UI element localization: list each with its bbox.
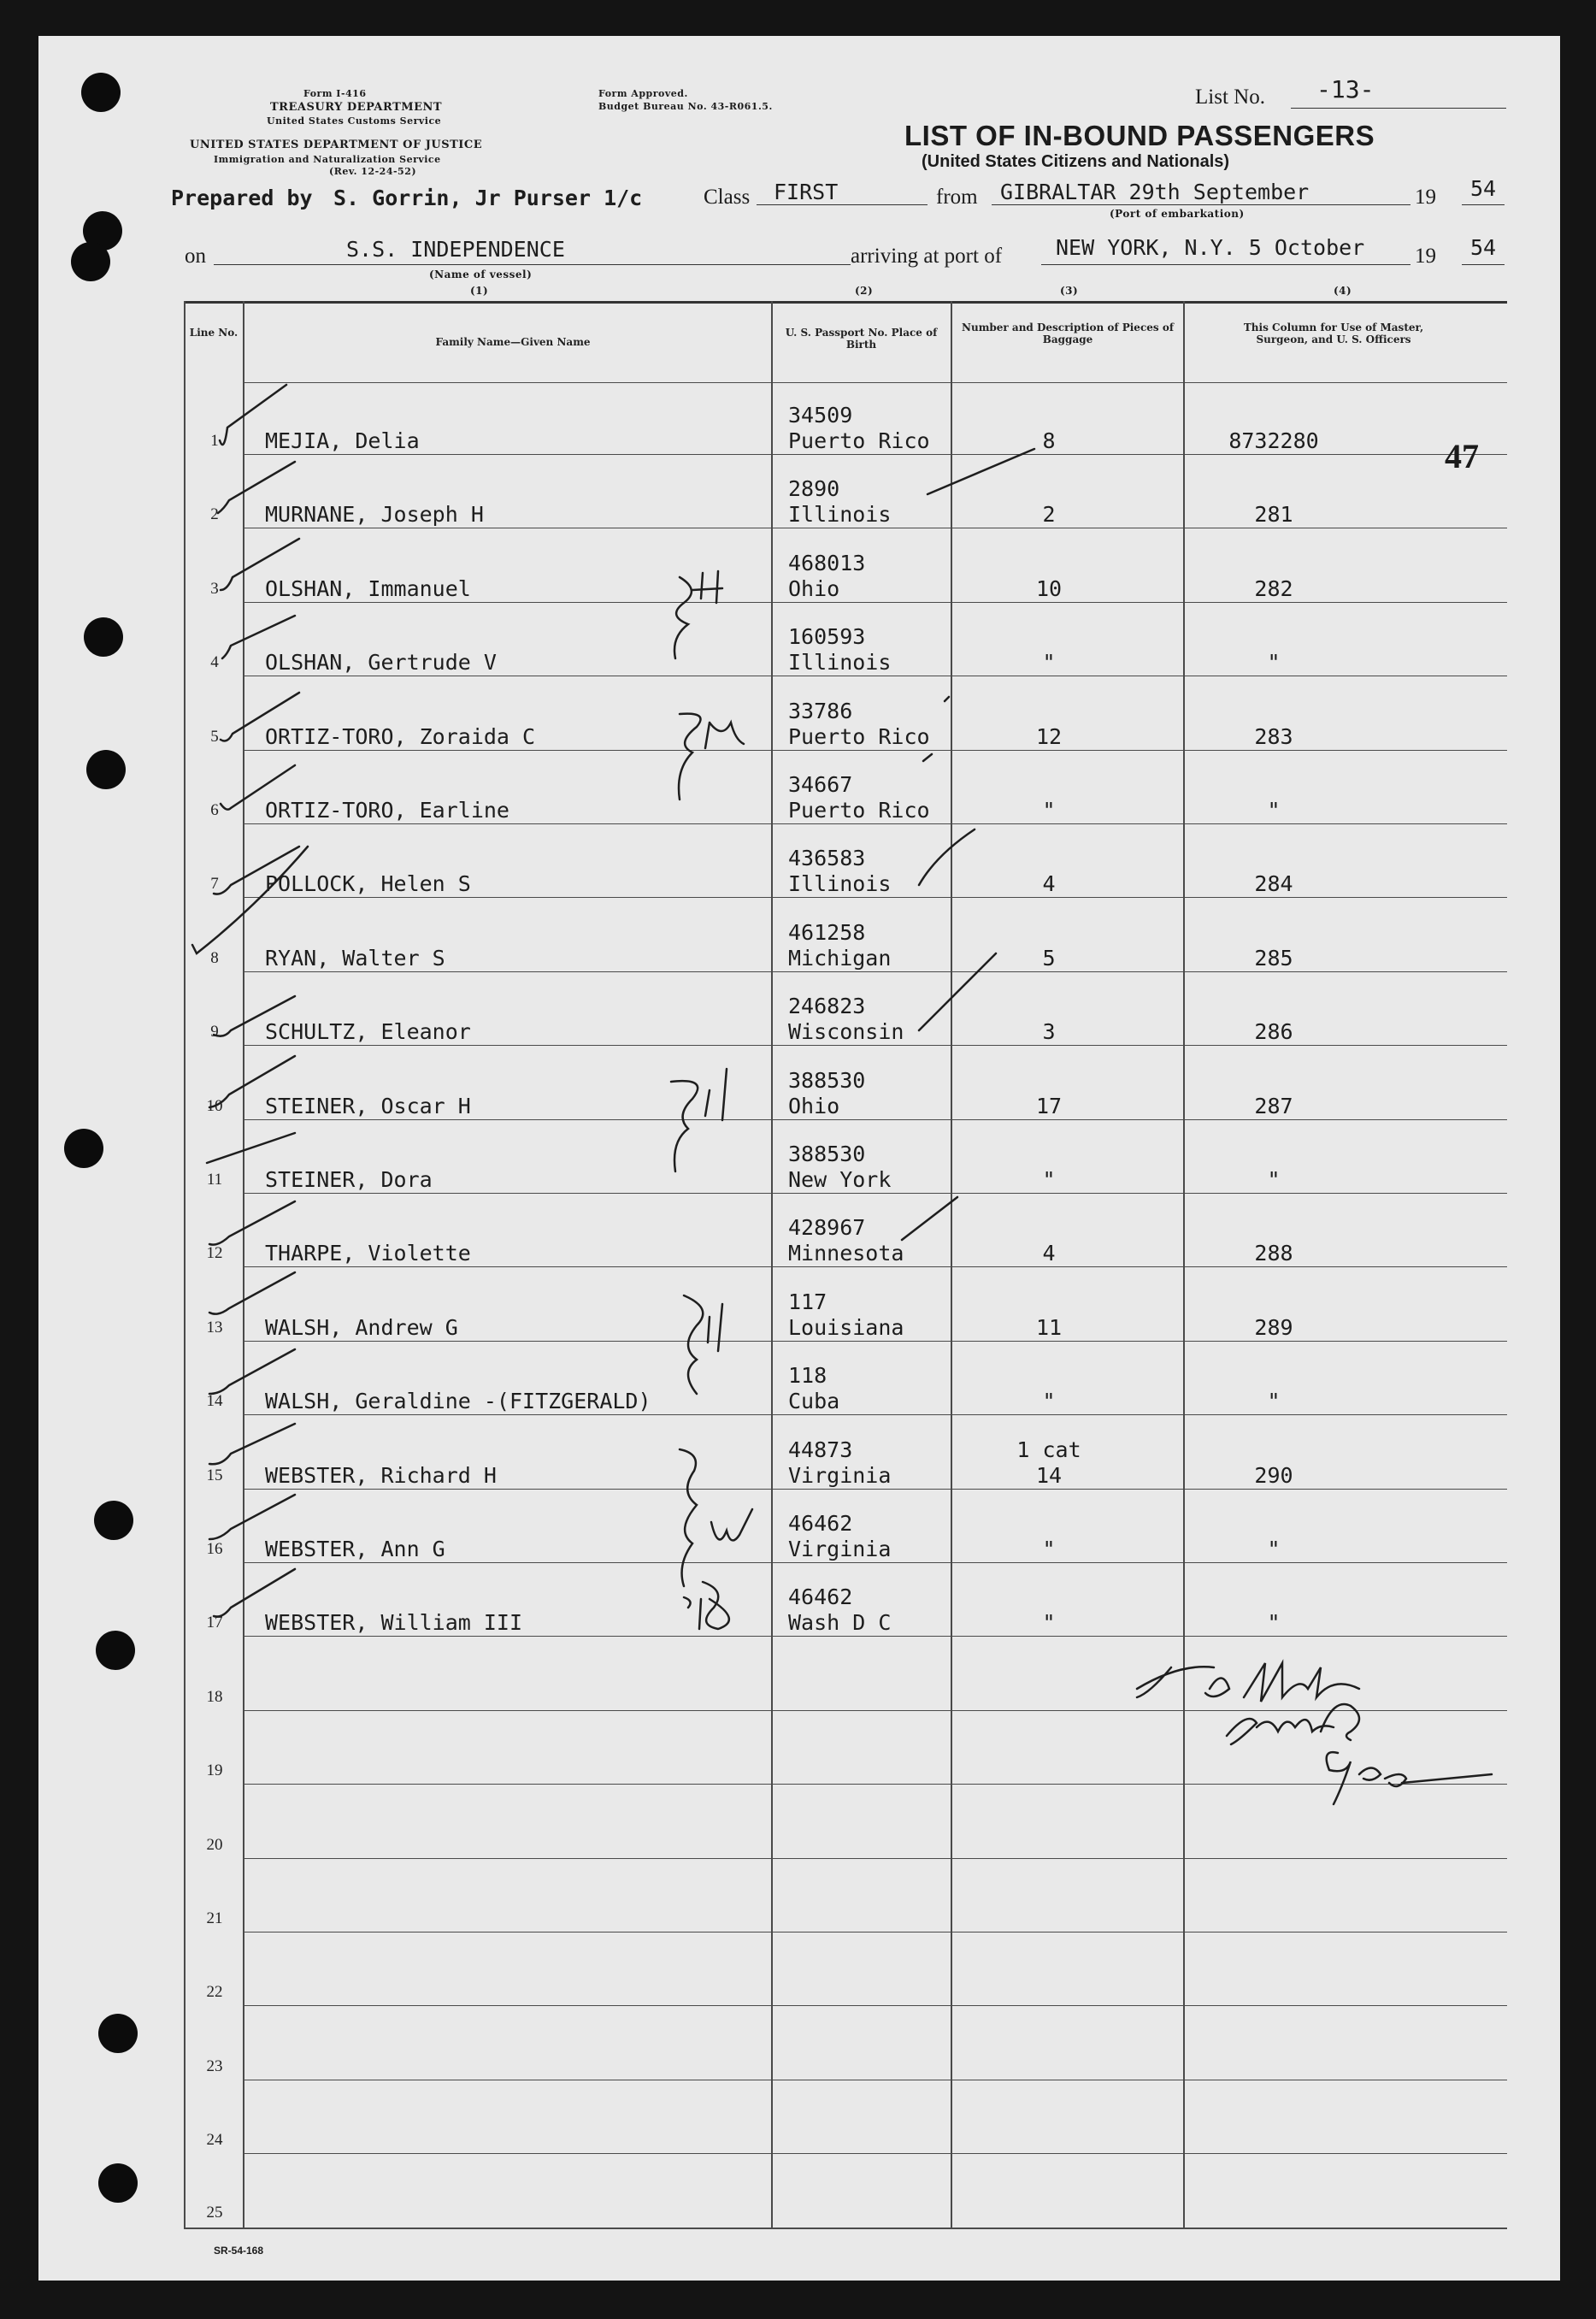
passport-number: 2890 [788, 476, 840, 501]
baggage-count: 14 [1035, 1463, 1063, 1488]
header-family-name: Family Name—Given Name [435, 336, 591, 348]
line-number: 2 [210, 505, 219, 523]
column-number-1: (1) [470, 285, 489, 297]
officer-number: 287 [1254, 1094, 1293, 1118]
place-of-birth: Puerto Rico [788, 798, 930, 823]
officer-number: " [1267, 650, 1281, 675]
column-number-2: (2) [855, 285, 874, 297]
officer-number: 288 [1254, 1241, 1293, 1266]
baggage-count: 4 [1042, 871, 1056, 896]
class-value: FIRST [774, 180, 839, 204]
baggage-count: 2 [1042, 502, 1056, 527]
passenger-name: ORTIZ-TORO, Earline [265, 798, 509, 823]
passport-number: 33786 [788, 699, 853, 723]
on-label: on [185, 245, 206, 268]
passport-number: 118 [788, 1363, 827, 1388]
passport-number: 468013 [788, 551, 866, 575]
line-number: 10 [206, 1097, 223, 1115]
customs-service: United States Customs Service [267, 115, 442, 127]
line-number: 23 [206, 2057, 223, 2075]
list-no-value: -13- [1316, 75, 1375, 103]
line-number: 24 [206, 2131, 223, 2149]
passport-number: 117 [788, 1289, 827, 1314]
line-number: 3 [210, 580, 219, 598]
passenger-name: OLSHAN, Gertrude V [265, 650, 497, 675]
treasury-department: TREASURY DEPARTMENT [270, 101, 443, 114]
line-number: 13 [206, 1319, 223, 1337]
passenger-name: MEJIA, Delia [265, 428, 420, 453]
place-of-birth: Illinois [788, 871, 892, 896]
ins-line: Immigration and Naturalization Service [214, 154, 441, 165]
header-baggage: Number and Description of Pieces of Baggage [962, 322, 1174, 345]
arrival-port-value: NEW YORK, N.Y. 5 October [1056, 235, 1365, 260]
passport-number: 160593 [788, 624, 866, 649]
from-year: 54 [1470, 176, 1497, 201]
officer-number: 286 [1254, 1019, 1293, 1044]
passenger-name: ORTIZ-TORO, Zoraida C [265, 724, 536, 749]
passport-number: 46462 [788, 1584, 853, 1609]
form-code: SR-54-168 [214, 2245, 264, 2257]
officer-number: " [1267, 1537, 1281, 1561]
column-number-3: (3) [1060, 285, 1079, 297]
passport-number: 388530 [788, 1142, 866, 1166]
officer-number: " [1267, 798, 1281, 823]
vessel-value: S.S. INDEPENDENCE [346, 237, 565, 262]
baggage-count: " [1042, 1167, 1056, 1192]
line-number: 21 [206, 1909, 223, 1927]
passenger-name: POLLOCK, Helen S [265, 871, 471, 896]
passenger-name: STEINER, Dora [265, 1167, 433, 1192]
officer-number: " [1267, 1610, 1281, 1635]
revision-date: (Rev. 12-24-52) [329, 166, 417, 177]
place-of-birth: Puerto Rico [788, 724, 930, 749]
passport-number: 428967 [788, 1215, 866, 1240]
line-number: 1 [210, 432, 219, 450]
arrival-year-prefix: 19 [1415, 245, 1436, 268]
class-label: Class [704, 186, 751, 209]
baggage-count: " [1042, 1610, 1056, 1635]
baggage-count: 5 [1042, 946, 1056, 971]
line-number: 15 [206, 1466, 223, 1484]
passport-number: 46462 [788, 1511, 853, 1536]
passenger-name: THARPE, Violette [265, 1241, 471, 1266]
form-number: Form I-416 [303, 88, 367, 99]
place-of-birth: Ohio [788, 576, 840, 601]
passenger-name: RYAN, Walter S [265, 946, 445, 971]
place-of-birth: Cuba [788, 1389, 840, 1413]
baggage-count: 10 [1035, 576, 1063, 601]
line-number: 18 [206, 1688, 223, 1706]
line-number: 12 [206, 1244, 223, 1262]
passport-number: 34509 [788, 403, 853, 428]
place-of-birth: Louisiana [788, 1315, 904, 1340]
officer-number: 283 [1254, 724, 1293, 749]
passenger-name: WALSH, Geraldine -(FITZGERALD) [265, 1389, 651, 1413]
officer-number: " [1267, 1167, 1281, 1192]
header-line-no: Line No. [189, 327, 239, 339]
baggage-extra: 1 cat [1016, 1437, 1081, 1462]
passenger-name: MURNANE, Joseph H [265, 502, 484, 527]
place-of-birth: Michigan [788, 946, 892, 971]
passport-number: 461258 [788, 920, 866, 945]
line-number: 11 [206, 1171, 223, 1189]
passport-number: 34667 [788, 772, 853, 797]
baggage-count: " [1042, 1389, 1056, 1413]
place-of-birth: Wash D C [788, 1610, 892, 1635]
line-number: 16 [206, 1540, 223, 1558]
baggage-count: " [1042, 798, 1056, 823]
passport-number: 246823 [788, 994, 866, 1018]
baggage-count: " [1042, 650, 1056, 675]
arriving-label: arriving at port of [851, 245, 1003, 268]
arrival-year: 54 [1470, 235, 1497, 260]
officer-number: " [1267, 1389, 1281, 1413]
officer-number: 284 [1254, 871, 1293, 896]
line-number: 9 [210, 1023, 219, 1041]
passenger-name: STEINER, Oscar H [265, 1094, 471, 1118]
officer-number: 281 [1254, 502, 1293, 527]
baggage-count: 12 [1035, 724, 1063, 749]
line-number: 20 [206, 1836, 223, 1854]
place-of-birth: New York [788, 1167, 892, 1192]
budget-bureau: Budget Bureau No. 43-R061.5. [598, 101, 773, 112]
place-of-birth: Ohio [788, 1094, 840, 1118]
place-of-birth: Minnesota [788, 1241, 904, 1266]
justice-department: UNITED STATES DEPARTMENT OF JUSTICE [190, 139, 483, 151]
baggage-count: 3 [1042, 1019, 1056, 1044]
line-number: 6 [210, 801, 219, 819]
place-of-birth: Wisconsin [788, 1019, 904, 1044]
passenger-name: WEBSTER, Ann G [265, 1537, 445, 1561]
from-year-prefix: 19 [1415, 186, 1436, 209]
line-number: 14 [206, 1392, 223, 1410]
line-number: 25 [206, 2204, 223, 2222]
baggage-count: " [1042, 1537, 1056, 1561]
line-number: 8 [210, 949, 219, 967]
officer-number: 282 [1254, 576, 1293, 601]
passenger-name: WEBSTER, Richard H [265, 1463, 497, 1488]
page-subtitle: (United States Citizens and Nationals) [922, 152, 1230, 171]
header-passport: U. S. Passport No. Place of Birth [785, 327, 938, 351]
embarkation-value: GIBRALTAR 29th September [1000, 180, 1310, 204]
column-number-4: (4) [1334, 285, 1352, 297]
header-officers: This Column for Use of Master, Surgeon, and U. S. Officers [1243, 322, 1424, 345]
passenger-name: OLSHAN, Immanuel [265, 576, 471, 601]
place-of-birth: Illinois [788, 502, 892, 527]
officer-number: 290 [1254, 1463, 1293, 1488]
page-title: LIST OF IN-BOUND PASSENGERS [904, 120, 1375, 151]
place-of-birth: Virginia [788, 1537, 892, 1561]
passenger-count-annotation: 47 [1445, 437, 1479, 475]
line-number: 5 [210, 728, 219, 746]
vessel-caption: (Name of vessel) [429, 268, 533, 280]
from-label: from [936, 186, 978, 209]
officer-number: 8732280 [1228, 428, 1319, 453]
passenger-name: WEBSTER, William III [265, 1610, 523, 1635]
place-of-birth: Illinois [788, 650, 892, 675]
officer-number: 285 [1254, 946, 1293, 971]
passenger-name: SCHULTZ, Eleanor [265, 1019, 471, 1044]
passenger-name: WALSH, Andrew G [265, 1315, 458, 1340]
passport-number: 388530 [788, 1068, 866, 1093]
line-number: 17 [206, 1614, 223, 1632]
embarkation-caption: (Port of embarkation) [1110, 208, 1245, 220]
list-no-label: List No. [1195, 86, 1265, 109]
line-number: 4 [210, 653, 219, 671]
line-number: 7 [210, 875, 219, 893]
prepared-by-label: Prepared by [171, 186, 313, 210]
prepared-by-value: S. Gorrin, Jr Purser 1/c [333, 186, 643, 210]
form-approved: Form Approved. [598, 88, 688, 99]
line-number: 22 [206, 1983, 223, 2001]
baggage-count: 4 [1042, 1241, 1056, 1266]
passport-number: 436583 [788, 846, 866, 870]
place-of-birth: Virginia [788, 1463, 892, 1488]
passport-number: 44873 [788, 1437, 853, 1462]
baggage-count: 11 [1035, 1315, 1063, 1340]
line-number: 19 [206, 1761, 223, 1779]
officer-number: 289 [1254, 1315, 1293, 1340]
baggage-count: 17 [1035, 1094, 1063, 1118]
baggage-count: 8 [1042, 428, 1056, 453]
place-of-birth: Puerto Rico [788, 428, 930, 453]
